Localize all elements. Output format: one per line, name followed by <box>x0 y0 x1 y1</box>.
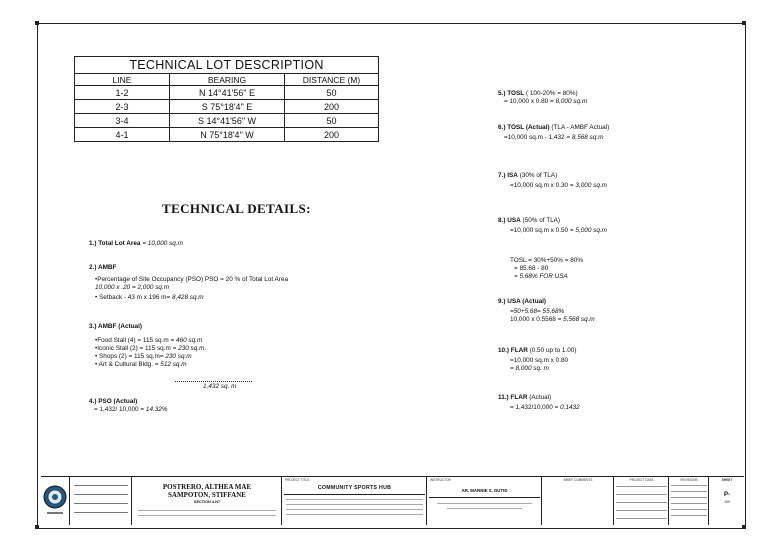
label: 1.) Total Lot Area <box>89 240 141 247</box>
value: 230 sq.m. <box>178 345 207 352</box>
usa-block <box>498 217 607 235</box>
sum-divider <box>175 381 252 382</box>
value: 5,000 sq.m <box>575 227 607 234</box>
col-header-line: LINE <box>75 74 170 86</box>
section-title: 2.) AMBF <box>89 264 117 271</box>
total-lot-area <box>89 240 183 248</box>
sheet-corner-mark <box>35 21 39 25</box>
setback-line <box>89 294 288 302</box>
project-title: COMMUNITY SPORTS HUB <box>317 485 392 491</box>
value: 5,568 sq.m <box>563 316 595 323</box>
food-stall-line <box>89 337 206 345</box>
value: 8,568 sq.m <box>571 134 604 141</box>
text: =10,000 sq.m x 0.30 = <box>510 182 576 189</box>
note: (50% of TLA) <box>520 217 561 224</box>
tosl-diff-line: = 85.68 - 80 <box>514 265 549 272</box>
students-cell <box>131 477 281 525</box>
text: = 1,432/10,000 = <box>510 404 561 411</box>
sheet-corner-mark <box>742 21 746 25</box>
pso-calc: 10,000 x .20 = 2,000 sq.m <box>95 284 170 291</box>
pso-actual-block <box>89 398 168 414</box>
sheet-corner-mark <box>742 525 746 529</box>
table-row <box>75 100 379 114</box>
logo-cell <box>41 477 69 525</box>
title: 11.) FLAR <box>498 394 528 401</box>
value: 512 sq.m <box>160 361 187 368</box>
tosl-calc <box>498 98 587 106</box>
cell-bearing: S 75°18'4" E <box>170 100 285 114</box>
note: (TLA - AMBF Actual) <box>549 124 610 131</box>
text: =10,000 sq.m x 0.50 = <box>510 227 576 234</box>
section-label: SECTION 4-N7 <box>193 500 221 504</box>
flar-actual-block <box>498 394 580 412</box>
pso-actual-line <box>89 406 168 414</box>
note: ( 100-20% = 80%) <box>524 90 578 97</box>
value: 3,000 sq.m <box>575 182 607 189</box>
note: (Actual) <box>527 394 552 401</box>
ambf-block <box>89 264 288 302</box>
isa-calc <box>498 182 607 190</box>
table-row <box>75 114 379 128</box>
text: 10,000 x 0.5568 = <box>510 316 564 323</box>
cell-distance: 50 <box>285 86 379 100</box>
shops-line <box>89 353 206 361</box>
usa-actual-block <box>498 298 595 324</box>
title: 7.) ISA <box>498 172 518 179</box>
cell-line: 4-1 <box>75 128 170 142</box>
value: 8,000 sq.m <box>555 98 588 105</box>
col-header-bearing: BEARING <box>170 74 285 86</box>
project-data-cell <box>613 477 668 525</box>
student-name-1: POSTRERO, ALTHEA MAE <box>162 483 252 491</box>
text: =10,000 sq.m - 1,432 = <box>504 134 572 141</box>
value: = 10,000 sq.m <box>142 240 183 247</box>
text: • Art & Cultural Bldg. = <box>95 361 161 368</box>
project-title-label: PROJECT TITLE: <box>285 478 311 482</box>
comments-label: BRIEF COMMENTS <box>563 478 593 482</box>
title: 5.) TOSL <box>498 90 525 97</box>
revisions-label: REVISIONS <box>680 478 698 482</box>
cell-bearing: S 14°41'56" W <box>170 114 285 128</box>
table-row <box>75 128 379 142</box>
cell-line: 1-2 <box>75 86 170 100</box>
text: = 10,000 x 0.80 = <box>504 98 556 105</box>
usa-actual-percent: =50+5.68= 55.68% <box>510 308 565 315</box>
ambf-total: 1,432 sq. m <box>203 383 237 390</box>
instructor-cell <box>426 477 541 525</box>
value: 14.32% <box>145 406 168 413</box>
student-name-2: SAMPOTON, STIFFANE <box>168 491 246 499</box>
usa-calc <box>498 227 607 235</box>
col-header-distance: DISTANCE (M) <box>285 74 379 86</box>
tosl-actual-block <box>498 124 609 142</box>
tosl-block <box>498 90 587 106</box>
project-title-cell <box>281 477 426 525</box>
iconic-stall-line <box>89 345 206 353</box>
title: 9.) USA (Actual) <box>498 298 547 305</box>
flar-calc: =10,000 sq.m x 0.80 <box>510 357 569 364</box>
section-title: 4.) PSO (Actual) <box>89 398 138 405</box>
school-seal-icon <box>41 477 69 525</box>
flar-actual-calc <box>498 404 580 412</box>
ambf-actual-block <box>89 323 206 369</box>
title: 8.) USA <box>498 217 521 224</box>
title-block <box>41 476 744 525</box>
cell-bearing: N 75°18'4" W <box>170 128 285 142</box>
sheet-total: 100 <box>724 500 730 504</box>
brief-comments-cell <box>541 477 613 525</box>
usa-actual-calc <box>498 316 595 324</box>
table-row <box>75 86 379 100</box>
technical-details-heading: TECHNICAL DETAILS: <box>162 201 311 216</box>
value: 0.1432 <box>560 404 580 411</box>
sheet-label: SHEET <box>721 478 733 482</box>
cell-distance: 200 <box>285 128 379 142</box>
cell-bearing: N 14°41'56" E <box>170 86 285 100</box>
value: 230 sq.m <box>165 353 192 360</box>
text: •Food Stall (4) = 115 sq.m = <box>95 337 176 344</box>
instructor-name: AR. MARNIE S. DUTID <box>461 488 508 493</box>
pso-line: •Percentage of Site Occupancy (PSO) PSO = 20 % of Total Lot Area <box>95 276 289 283</box>
sheet-corner-mark <box>35 525 39 529</box>
title: 10.) FLAR <box>498 347 528 354</box>
sheet-number: P- <box>724 492 730 498</box>
tosl-actual-calc <box>498 134 609 142</box>
text: •Iconic Stall (2) = 115 sq.m = <box>95 345 179 352</box>
school-info-cell <box>69 477 131 525</box>
note: (0.50 up to 1.00) <box>527 347 577 354</box>
note: (30% of TLA) <box>517 172 558 179</box>
cell-line: 2-3 <box>75 100 170 114</box>
flar-block <box>498 347 577 373</box>
cell-distance: 50 <box>285 114 379 128</box>
lot-table-title: TECHNICAL LOT DESCRIPTION <box>75 57 379 74</box>
text: • Setback - 43 m x 196 m= <box>95 294 173 301</box>
flar-result: = 8,000 sq. m <box>510 365 549 372</box>
project-data-label: PROJECT DATA <box>629 478 654 482</box>
tosl-sum-line: TOSL = 30%+50% = 80% <box>510 257 584 264</box>
isa-block <box>498 172 607 190</box>
lot-description-table <box>74 56 379 142</box>
text: = 1,432/ 10,000 = <box>94 406 146 413</box>
usa-excess-line: = 5.68% FOR USA <box>514 273 568 280</box>
revisions-cell <box>668 477 708 525</box>
title: 6.) TOSL (Actual) <box>498 124 550 131</box>
cell-distance: 200 <box>285 100 379 114</box>
text: • Shops (2) = 115 sq.m= <box>95 353 166 360</box>
value: 8,428 sq.m <box>172 294 204 301</box>
sheet-cell <box>708 477 744 525</box>
cell-line: 3-4 <box>75 114 170 128</box>
instructor-label: INSTRUCTOR <box>430 478 451 482</box>
value: 460 sq.m <box>175 337 203 344</box>
section-title: 3.) AMBF (Actual) <box>89 323 143 330</box>
art-cultural-line <box>89 361 206 369</box>
tosl-summary <box>510 257 583 281</box>
